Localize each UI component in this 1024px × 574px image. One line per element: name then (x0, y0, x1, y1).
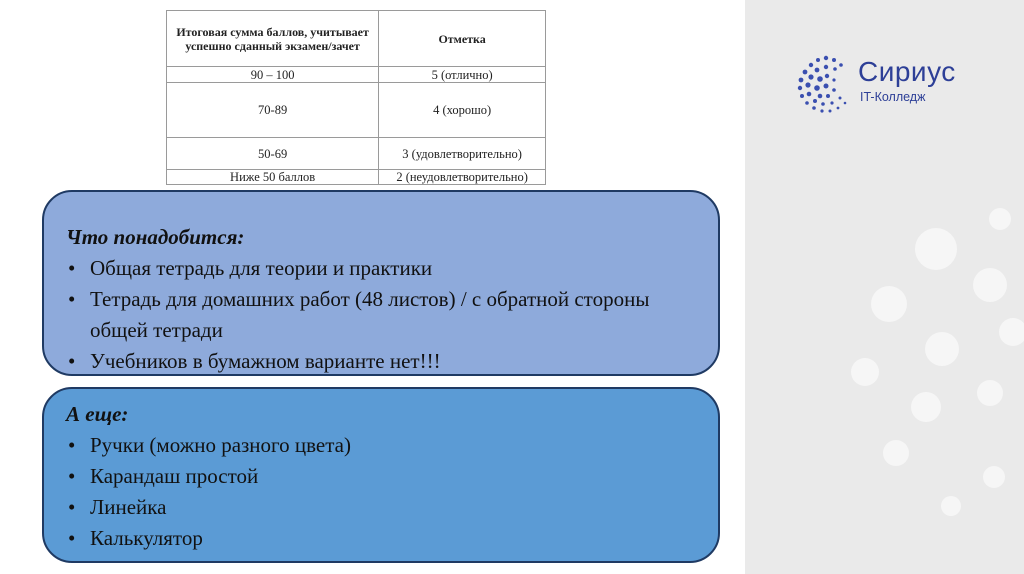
extra-list (66, 430, 694, 554)
table-cell: 4 (хорошо) (379, 83, 546, 138)
extra-heading: А еще: (66, 402, 129, 426)
decorative-circle (911, 392, 941, 422)
list-item: • Линейка (66, 492, 694, 523)
decorative-circle (941, 496, 961, 516)
table-cell: 5 (отлично) (379, 67, 546, 83)
table-row (167, 138, 546, 170)
decorative-circle (989, 208, 1011, 230)
table-header-row (167, 11, 546, 67)
list-item: • Калькулятор (66, 523, 694, 554)
column-header-grade: Отметка (379, 11, 546, 67)
list-item: • Общая тетрадь для теории и практики (66, 253, 694, 284)
needs-heading: Что понадобится: (66, 225, 245, 249)
table-row (167, 67, 546, 83)
table-cell: 90 – 100 (167, 67, 379, 83)
needs-list (66, 253, 694, 377)
column-header-total-score: Итоговая сумма баллов, учитывает успешно сданный экзамен/зачет (167, 11, 379, 67)
sirius-logo (796, 54, 996, 114)
decorative-circle (883, 440, 909, 466)
list-item: • Карандаш простой (66, 461, 694, 492)
list-item: • Ручки (можно разного цвета) (66, 430, 694, 461)
table-cell: 50-69 (167, 138, 379, 170)
table-cell: 2 (неудовлетворительно) (379, 170, 546, 185)
decorative-circle (915, 228, 957, 270)
logo-title: Сириус (858, 56, 956, 87)
decorative-circle (925, 332, 959, 366)
table-row (167, 170, 546, 185)
needs-box (42, 190, 720, 376)
list-item: • Учебников в бумажном варианте нет!!! (66, 346, 694, 377)
decorative-circle (851, 358, 879, 386)
table-cell: 70-89 (167, 83, 379, 138)
decorative-circle (983, 466, 1005, 488)
decorative-circle (977, 380, 1003, 406)
decorative-circle (973, 268, 1007, 302)
logo-subtitle: IT-Колледж (860, 90, 926, 104)
table-cell: Ниже 50 баллов (167, 170, 379, 185)
decorative-circle (999, 318, 1024, 346)
table-cell: 3 (удовлетворительно) (379, 138, 546, 170)
decorative-circle (871, 286, 907, 322)
sirius-dots-icon (796, 54, 856, 114)
extra-box (42, 387, 720, 563)
grade-table (166, 10, 546, 185)
list-item: • Тетрадь для домашних работ (48 листов) / с обратной стороны общей тетради (66, 284, 694, 346)
table-row (167, 83, 546, 138)
